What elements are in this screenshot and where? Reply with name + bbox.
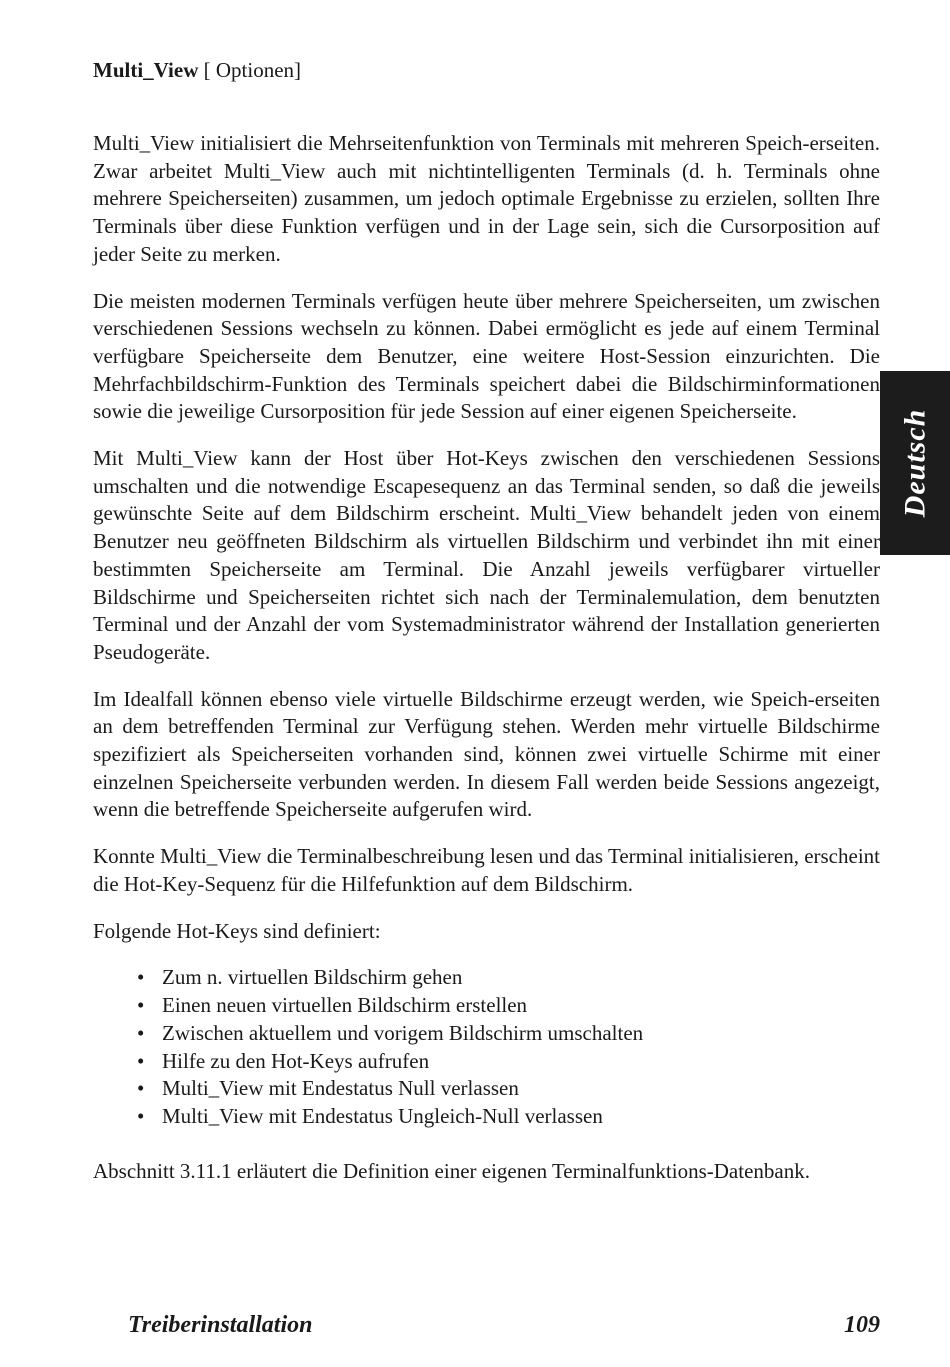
language-tab-label: Deutsch <box>898 408 931 518</box>
paragraph: Konnte Multi_View die Terminalbeschreibung lesen und das Terminal initialisieren, erscheint die Hot-Key-Sequenz für die Hilfefunktion auf dem Bildschirm. <box>93 844 880 896</box>
closing-paragraph: Abschnitt 3.11.1 erläutert die Definition einer eigenen Terminalfunktions-Datenbank. <box>93 1159 810 1184</box>
bullet-icon: • <box>137 1048 145 1073</box>
list-item-text: Einen neuen virtuellen Bildschirm erstellen <box>162 993 528 1018</box>
list-item <box>137 964 880 992</box>
list-item <box>137 1075 880 1103</box>
paragraph: Mit Multi_View kann der Host über Hot-Keys zwischen den verschiedenen Sessions umschalten und die notwendige Escapesequenz an das Terminal senden, so daß die jeweils gewünschte Seite auf dem Bildschirm erscheint. Multi_View behandelt jeden von einem Benutzer neu geöffneten Bildschirm als virtuellen Bildschirm und verbindet ihn mit einer bestimmten Speicherseite am Terminal. Die Anzahl jeweils verfügbarer virtueller Bildschirme und Speicherseiten richtet sich nach der Terminalemulation, dem benutzten Terminal und der Anzahl der vom Systemadministrator während der Installation generierten Pseudogeräte. <box>93 446 880 664</box>
list-item-text: Multi_View mit Endestatus Ungleich-Null verlassen <box>162 1104 603 1129</box>
bullet-icon: • <box>137 1020 145 1045</box>
list-item <box>137 1048 880 1076</box>
list-item-text: Zwischen aktuellem und vorigem Bildschirm umschalten <box>162 1020 644 1045</box>
list-item <box>137 992 880 1020</box>
paragraph: Im Idealfall können ebenso viele virtuelle Bildschirme erzeugt werden, wie Speich-erseiten an dem betreffenden Terminal zur Verfügung stehen. Werden mehr virtuelle Bildschirme spezifiziert als Speicherseiten vorhanden sind, können zwei virtuelle Schirme mit einer einzelnen Speicherseite verbunden werden. In diesem Fall werden beide Sessions angezeigt, wenn die betreffende Speicherseite aufgerufen wird. <box>93 686 880 822</box>
header-command: Multi_View <box>93 58 199 82</box>
bullet-icon: • <box>137 1104 145 1129</box>
hotkey-list <box>93 964 880 1131</box>
list-item-text: Multi_View mit Endestatus Null verlassen <box>162 1076 519 1101</box>
body-text <box>93 130 880 1205</box>
page-footer <box>128 1309 880 1341</box>
footer-section-title: Treiberinstallation <box>128 1312 313 1338</box>
paragraph: Die meisten modernen Terminals verfügen heute über mehrere Speicherseiten, um zwischen verschiedenen Sessions wechseln zu können. Dabei ermöglicht es jede auf einem Terminal verfügbare Speicherseite dem Benutzer, eine weitere Host-Session einzurichten. Die Mehrfachbildschirm-Funktion des Terminals speichert dabei die Bildschirminformationen sowie die jeweilige Cursorposition für jede Session auf einer eigenen Speicherseite. <box>93 288 880 424</box>
list-item <box>137 1103 880 1131</box>
bullet-icon: • <box>137 993 145 1018</box>
header-options: [ Optionen] <box>203 58 302 82</box>
bullet-icon: • <box>137 1076 145 1101</box>
language-tab <box>880 371 950 555</box>
list-item-text: Zum n. virtuellen Bildschirm gehen <box>162 965 463 990</box>
list-item <box>137 1020 880 1048</box>
page-number: 109 <box>844 1312 880 1338</box>
bullet-icon: • <box>137 965 145 990</box>
page-header <box>93 56 301 84</box>
paragraph: Multi_View initialisiert die Mehrseitenfunktion von Terminals mit mehreren Speich-erseiten. Zwar arbeitet Multi_View auch mit nichtintelligenten Terminals (d. h. Terminals ohne mehrere Speicherseiten) zusammen, um jedoch optimale Ergebnisse zu erzielen, sollten Ihre Terminals über diese Funktion verfügen und in der Lage sein, sich die Cursorposition auf jeder Seite zu merken. <box>93 131 880 266</box>
list-item-text: Hilfe zu den Hot-Keys aufrufen <box>162 1048 430 1073</box>
hotkeys-intro: Folgende Hot-Keys sind definiert: <box>93 918 381 943</box>
